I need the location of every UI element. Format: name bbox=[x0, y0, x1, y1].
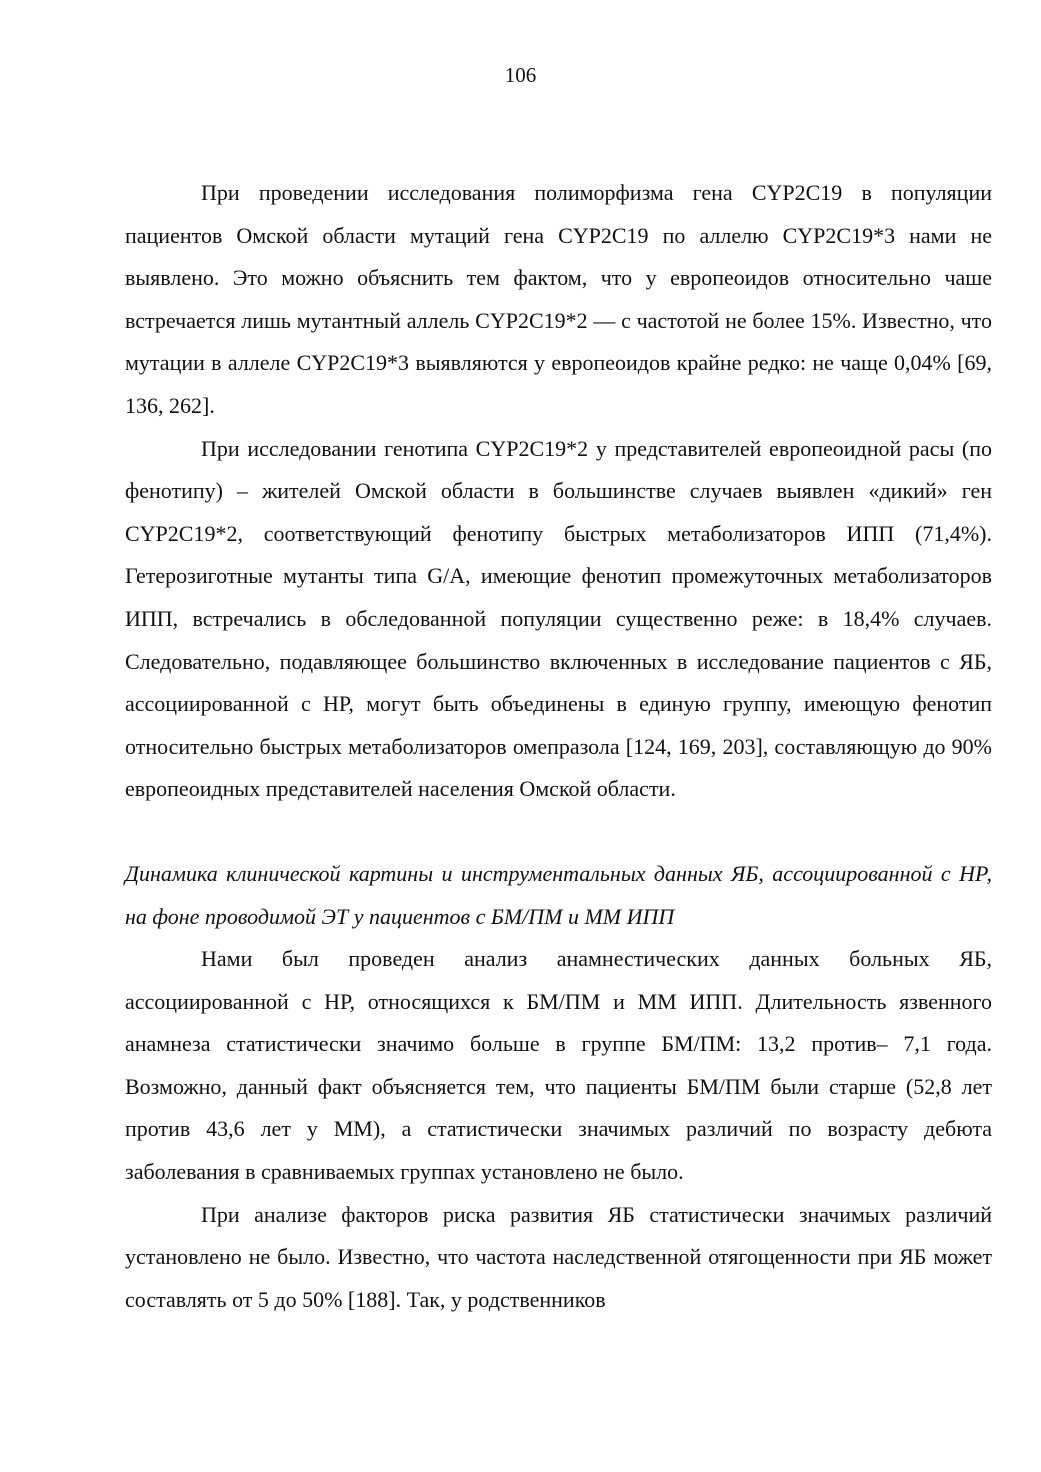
paragraph-cyp2c19-2: При исследовании генотипа CYP2C19*2 у представителей европеоидной расы (по фенотипу) – жителей Омской области в большинстве случаев выявлен «дикий» ген CYP2C19*2, соответствующий фенотипу быстрых метаболизаторов ИПП (71,4%). Гетерозиготные мутанты типа G/A, имеющие фенотип промежуточных метаболизаторов ИПП, встречались в обследованной популяции существенно реже: в 18,4% случаев. Следовательно, подавляющее большинство включенных в исследование пациентов с ЯБ, ассоциированной с НР, могут быть объединены в единую группу, имеющую фенотип относительно быстрых метаболизаторов омепразола [124, 169, 203], составляющую до 90% европеоидных представителей населения Омской области. bbox=[125, 435, 992, 802]
paragraph-anamnesis: Нами был проведен анализ анамнестических данных больных ЯБ, ассоциированной с НР, относящихся к БМ/ПМ и ММ ИПП. Длительность язвенного анамнеза статистически значимо больше в группе БМ/ПМ: 13,2 против– 7,1 года. Возможно, данный факт объясняется тем, что пациенты БМ/ПМ были старше (52,8 лет против 43,6 лет у ММ), а статистически значимых различий по возрасту дебюта заболевания в сравниваемых группах установлено не было. bbox=[125, 946, 992, 1185]
section-heading: Динамика клинической картины и инструментальных данных ЯБ, ассоциированной с НР, на фоне проводимой ЭТ у пациентов с БМ/ПМ и ММ ИПП bbox=[125, 860, 992, 929]
paragraph-risk-factors: При анализе факторов риска развития ЯБ статистически значимых различий установлено не было. Известно, что частота наследственной отягощенности при ЯБ может составлять от 5 до 50% [188]. Так, у родственников bbox=[125, 1201, 992, 1312]
paragraph-cyp2c19-3: При проведении исследования полиморфизма гена CYP2C19 в популяции пациентов Омской области мутаций гена CYP2C19 по аллелю CYP2C19*3 нами не выявлено. Это можно объяснить тем фактом, что у европеоидов относительно чаше встречается лишь мутантный аллель CYP2C19*2 — с частотой не более 15%. Известно, что мутации в аллеле CYP2C19*3 выявляются у европеоидов крайне редко: не чаще 0,04% [69, 136, 262]. bbox=[125, 180, 992, 418]
document-body bbox=[125, 172, 992, 1321]
page-number: 106 bbox=[504, 63, 537, 87]
